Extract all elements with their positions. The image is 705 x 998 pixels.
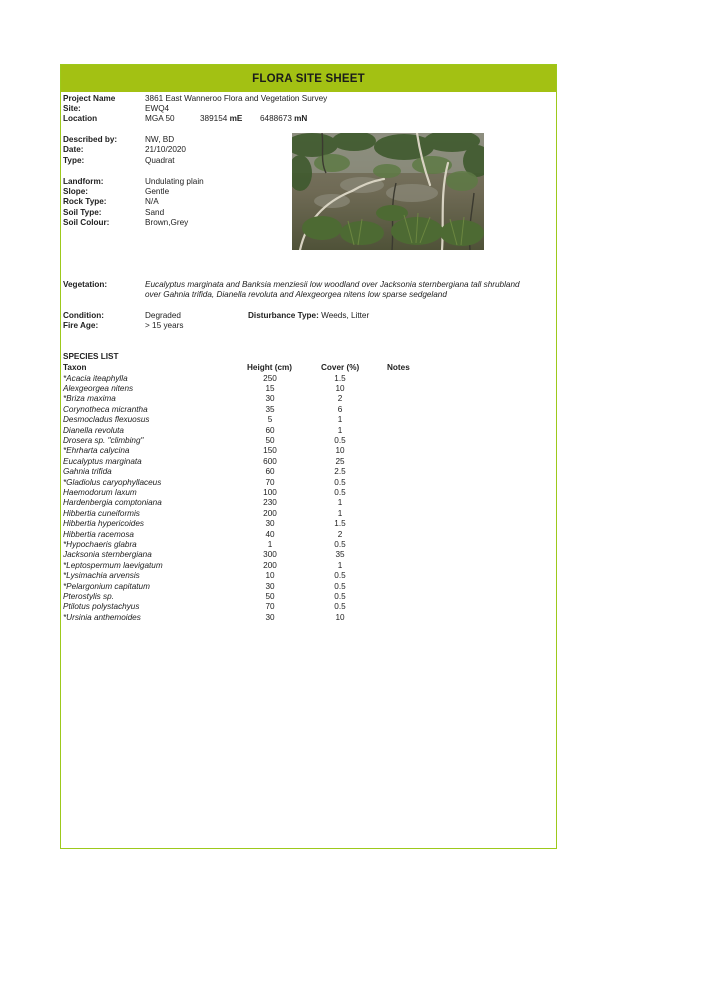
species-taxon: Alexgeorgea nitens	[63, 383, 134, 393]
condition-value: Degraded	[145, 311, 181, 320]
species-cover: 0.5	[334, 435, 346, 445]
species-row	[61, 436, 556, 446]
species-cover: 0.5	[334, 571, 346, 581]
date-value: 21/10/2020	[145, 145, 186, 154]
species-cover: 10	[335, 612, 345, 622]
species-height: 60	[265, 467, 275, 477]
species-row	[61, 457, 556, 467]
condition-label: Condition:	[63, 311, 104, 320]
species-cover: 1.5	[334, 519, 346, 529]
species-taxon: Hibbertia hypericoides	[63, 519, 145, 529]
site-photo	[292, 133, 484, 250]
location-label: Location	[63, 114, 98, 123]
slope-label: Slope:	[63, 187, 89, 196]
species-row	[61, 571, 556, 581]
soil-type-value: Sand	[145, 208, 165, 217]
species-taxon: Hardenbergia comptoniana	[63, 498, 162, 508]
soil-colour-value: Brown,Grey	[145, 218, 189, 227]
species-height: 50	[265, 591, 275, 601]
described-by-value: NW, BD	[145, 135, 175, 144]
species-taxon: *Ursinia anthemoides	[63, 612, 141, 622]
disturbance-label: Disturbance Type:	[248, 311, 319, 320]
species-taxon: Gahnia trifida	[63, 467, 112, 477]
fire-age-value: > 15 years	[145, 321, 184, 330]
species-taxon: Hibbertia racemosa	[63, 529, 134, 539]
sheet-title-bar	[61, 65, 556, 92]
site-sheet	[60, 64, 557, 849]
species-height: 250	[263, 373, 277, 383]
species-cover: 0.5	[334, 581, 346, 591]
disturbance-value: Weeds, Litter	[321, 311, 370, 320]
species-cover: 1	[337, 425, 343, 435]
species-row	[61, 467, 556, 477]
species-taxon: *Pelargonium capitatum	[63, 581, 150, 591]
species-taxon: *Gladiolus caryophyllaceus	[63, 477, 162, 487]
species-row	[61, 415, 556, 425]
site-value: EWQ4	[145, 104, 170, 113]
species-row	[61, 478, 556, 488]
vegetation-line-1: Eucalyptus marginata and Banksia menziesii low woodland over Jacksonia sternbergiana tall shrubland	[145, 280, 520, 289]
species-cover: 1	[337, 508, 343, 518]
species-row	[61, 602, 556, 612]
date-label: Date:	[63, 145, 84, 154]
species-taxon: Jacksonia sternbergiana	[63, 550, 152, 560]
species-taxon: Desmocladus flexuosus	[63, 415, 150, 425]
vegetation-description	[145, 280, 525, 301]
species-row	[61, 613, 556, 623]
soil-colour-label: Soil Colour:	[63, 218, 110, 227]
species-height: 30	[265, 394, 275, 404]
species-taxon: *Acacia iteaphylla	[63, 373, 128, 383]
species-height: 15	[265, 383, 275, 393]
species-height: 10	[265, 571, 275, 581]
species-height: 50	[265, 435, 275, 445]
species-cover: 6	[337, 404, 343, 414]
species-cover: 1.5	[334, 373, 346, 383]
species-table-header	[61, 363, 556, 373]
species-taxon: Haemodorum laxum	[63, 487, 137, 497]
landform-value: Undulating plain	[145, 177, 204, 186]
species-taxon: *Lysimachia arvensis	[63, 571, 140, 581]
species-row	[61, 540, 556, 550]
vegetation-line-2: over Gahnia trifida, Dianella revoluta and Alexgeorgea nitens low sparse sedgeland	[145, 290, 447, 300]
species-height: 40	[265, 529, 275, 539]
site-label: Site:	[63, 104, 81, 113]
easting-value: 389154	[200, 114, 228, 123]
species-cover: 2	[337, 394, 343, 404]
species-cover: 0.5	[334, 477, 346, 487]
easting	[200, 114, 242, 124]
species-cover: 0.5	[334, 487, 346, 497]
species-height: 150	[263, 446, 277, 456]
described-by-label: Described by:	[63, 135, 118, 144]
slope-value: Gentle	[145, 187, 170, 196]
species-height: 70	[265, 477, 275, 487]
species-list-heading: SPECIES LIST	[63, 352, 119, 361]
species-row	[61, 582, 556, 592]
species-row	[61, 530, 556, 540]
species-cover: 2	[337, 529, 343, 539]
species-taxon: Eucalyptus marginata	[63, 456, 142, 466]
species-cover: 1	[337, 560, 343, 570]
fire-age-label: Fire Age:	[63, 321, 99, 330]
species-height: 70	[265, 602, 275, 612]
species-row	[61, 426, 556, 436]
species-height: 35	[265, 404, 275, 414]
species-row	[61, 374, 556, 384]
species-row	[61, 498, 556, 508]
species-height: 1	[267, 539, 273, 549]
species-row	[61, 394, 556, 404]
species-taxon: Hibbertia cuneiformis	[63, 508, 140, 518]
species-row	[61, 561, 556, 571]
species-cover: 1	[337, 498, 343, 508]
species-taxon: *Ehrharta calycina	[63, 446, 130, 456]
species-height: 5	[267, 415, 273, 425]
landform-label: Landform:	[63, 177, 104, 186]
species-height: 600	[263, 456, 277, 466]
species-row	[61, 592, 556, 602]
species-taxon: *Leptospermum laevigatum	[63, 560, 163, 570]
sheet-title: FLORA SITE SHEET	[252, 72, 365, 85]
species-row	[61, 488, 556, 498]
species-row	[61, 550, 556, 560]
species-row	[61, 384, 556, 394]
northing	[260, 114, 307, 124]
species-cover: 10	[335, 383, 345, 393]
species-taxon: Corynotheca micrantha	[63, 404, 148, 414]
northing-unit: mN	[294, 114, 308, 123]
species-height: 30	[265, 581, 275, 591]
species-height: 30	[265, 519, 275, 529]
species-cover: 10	[335, 446, 345, 456]
species-height: 100	[263, 487, 277, 497]
rock-type-value: N/A	[145, 197, 159, 206]
col-cover: Cover (%)	[321, 363, 360, 372]
type-value: Quadrat	[145, 156, 175, 165]
species-cover: 1	[337, 415, 343, 425]
species-taxon: Ptilotus polystachyus	[63, 602, 140, 612]
species-height: 200	[263, 560, 277, 570]
species-height: 300	[263, 550, 277, 560]
species-cover: 35	[335, 550, 345, 560]
easting-unit: mE	[229, 114, 243, 123]
project-name-label: Project Name	[63, 94, 116, 103]
col-notes: Notes	[387, 363, 410, 372]
project-name-value: 3861 East Wanneroo Flora and Vegetation Survey	[145, 94, 328, 103]
species-cover: 0.5	[334, 539, 346, 549]
soil-type-label: Soil Type:	[63, 208, 102, 217]
disturbance	[248, 311, 369, 321]
species-taxon: Drosera sp. "climbing"	[63, 435, 144, 445]
col-taxon: Taxon	[63, 363, 87, 372]
vegetation-label: Vegetation:	[63, 280, 108, 289]
species-row	[61, 405, 556, 415]
species-taxon: Pterostylis sp.	[63, 591, 114, 601]
species-taxon: *Hypochaeris glabra	[63, 539, 137, 549]
species-row	[61, 509, 556, 519]
col-height: Height (cm)	[247, 363, 293, 372]
mga-zone: MGA 50	[145, 114, 175, 123]
species-taxon: *Briza maxima	[63, 394, 116, 404]
species-height: 230	[263, 498, 277, 508]
species-height: 60	[265, 425, 275, 435]
species-height: 30	[265, 612, 275, 622]
species-row	[61, 519, 556, 529]
northing-value: 6488673	[260, 114, 292, 123]
species-cover: 0.5	[334, 602, 346, 612]
species-cover: 2.5	[334, 467, 346, 477]
species-taxon: Dianella revoluta	[63, 425, 124, 435]
species-cover: 0.5	[334, 591, 346, 601]
type-label: Type:	[63, 156, 85, 165]
rock-type-label: Rock Type:	[63, 197, 107, 206]
species-height: 200	[263, 508, 277, 518]
species-cover: 25	[335, 456, 345, 466]
species-row	[61, 446, 556, 456]
